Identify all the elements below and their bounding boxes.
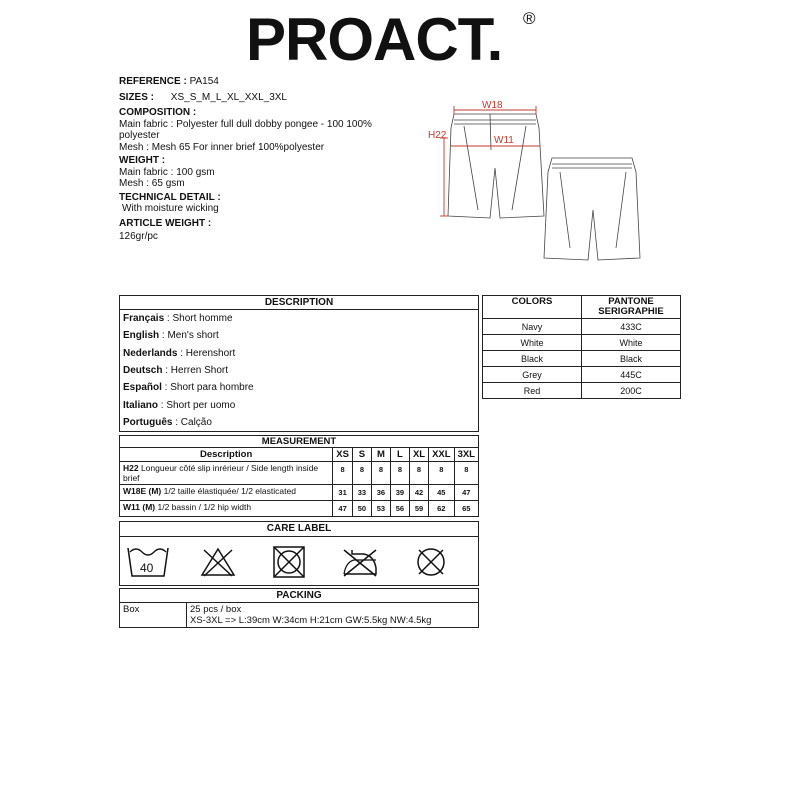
- description-text: : Short homme: [164, 313, 233, 325]
- description-text: : Calção: [172, 416, 212, 428]
- proact-logo: [240, 4, 540, 73]
- article-weight-label: ARTICLE WEIGHT :: [119, 217, 212, 229]
- color-row: [483, 351, 681, 367]
- packing-row: [120, 603, 479, 628]
- weight-line: Main fabric : 100 gsm: [119, 166, 215, 178]
- measure-value: 53: [371, 501, 390, 517]
- table-row: [120, 589, 479, 603]
- weight-label: WEIGHT :: [119, 155, 166, 166]
- sizes-value: XS_S_M_L_XL_XXL_3XL: [170, 91, 287, 103]
- logo-text: PROACT.: [246, 6, 503, 73]
- description-header: DESCRIPTION: [120, 296, 479, 310]
- wash-40-icon: [126, 542, 170, 580]
- back-shorts-drawing: [544, 158, 640, 260]
- front-shorts-drawing: [448, 114, 544, 218]
- color-name: Black: [483, 351, 582, 367]
- measure-value: 47: [333, 501, 353, 517]
- measure-value: 47: [454, 485, 478, 501]
- measure-code: W18E (M): [123, 486, 162, 496]
- size-col-header: XXL: [429, 448, 454, 462]
- language-label: Português: [123, 416, 173, 428]
- reference-value: PA154: [189, 76, 219, 87]
- table-cell: [120, 462, 333, 485]
- measure-value: 39: [390, 485, 409, 501]
- composition-line: Mesh : Mesh 65 For inner brief 100%polyester: [119, 141, 325, 153]
- measure-value: 65: [454, 501, 478, 517]
- measure-value: 33: [352, 485, 371, 501]
- measure-value: 50: [352, 501, 371, 517]
- table-cell: [120, 345, 479, 362]
- product-info: [119, 76, 439, 243]
- packing-type: Box: [120, 603, 187, 628]
- pantone-value: White: [582, 335, 681, 351]
- packing-table: [119, 588, 479, 628]
- measure-label: 1/2 bassin / 1/2 hip width: [155, 502, 252, 512]
- h22-label: H22: [428, 130, 447, 141]
- color-name: White: [483, 335, 582, 351]
- registered-mark: ®: [523, 9, 536, 28]
- description-text: : Men's short: [159, 330, 219, 342]
- measurement-table: [119, 435, 479, 517]
- measure-value: 36: [371, 485, 390, 501]
- no-tumble-dry-icon: [272, 545, 306, 579]
- description-row: [120, 310, 479, 328]
- no-dry-clean-icon: [414, 545, 448, 579]
- description-text: : Short per uomo: [158, 399, 236, 411]
- description-row: [120, 379, 479, 396]
- size-col-header: M: [371, 448, 390, 462]
- table-row: [483, 296, 681, 319]
- no-iron-icon: [340, 546, 380, 578]
- language-label: English: [123, 330, 160, 342]
- table-cell: [120, 379, 479, 396]
- color-name: Navy: [483, 319, 582, 335]
- measurement-row: [120, 462, 479, 485]
- table-cell: [120, 485, 333, 501]
- color-name: Grey: [483, 367, 582, 383]
- colors-table: [482, 295, 681, 399]
- measurement-header: MEASUREMENT: [120, 436, 479, 448]
- measurement-row: [120, 485, 479, 501]
- care-label-header: CARE LABEL: [120, 522, 478, 537]
- size-col-header: 3XL: [454, 448, 478, 462]
- table-cell: [120, 414, 479, 432]
- composition-label: COMPOSITION :: [119, 107, 197, 118]
- description-row: [120, 327, 479, 344]
- desc-col-header: Description: [120, 448, 333, 462]
- shorts-technical-drawing: [430, 98, 660, 263]
- description-row: [120, 362, 479, 379]
- description-table: [119, 295, 479, 432]
- table-cell: [120, 327, 479, 344]
- w18-label: W18: [482, 100, 503, 111]
- no-bleach-icon: [200, 546, 236, 578]
- description-text: : Herren Short: [162, 365, 229, 377]
- technical-label: TECHNICAL DETAIL :: [119, 191, 221, 203]
- article-weight-value: 126gr/pc: [119, 231, 158, 242]
- packing-line: XS-3XL => L:39cm W:34cm H:21cm GW:5.5kg NW:4.5kg: [190, 615, 432, 626]
- measure-value: 8: [352, 462, 371, 485]
- size-col-header: XS: [333, 448, 353, 462]
- composition-line: Main fabric : Polyester full dull dobby pongee - 100 100%: [119, 118, 372, 130]
- packing-line: 25 pcs / box: [190, 604, 242, 615]
- size-col-header: S: [352, 448, 371, 462]
- language-label: Italiano: [123, 399, 159, 411]
- table-row: [120, 436, 479, 448]
- language-label: Français: [123, 313, 165, 325]
- table-cell: [120, 396, 479, 413]
- measure-label: 1/2 taille élastiquée/ 1/2 elasticated: [161, 486, 296, 496]
- measure-value: 62: [429, 501, 454, 517]
- weight-line: Mesh : 65 gsm: [119, 178, 185, 189]
- description-text: : Short para hombre: [161, 382, 254, 394]
- packing-header: PACKING: [120, 589, 479, 603]
- table-cell: [187, 603, 479, 628]
- description-row: [120, 345, 479, 362]
- wash-temperature: 40: [140, 561, 154, 575]
- measure-value: 8: [454, 462, 478, 485]
- table-row: [120, 448, 479, 462]
- description-text: : Herenshort: [177, 347, 236, 359]
- color-row: [483, 383, 681, 399]
- description-row: [120, 396, 479, 413]
- measure-value: 8: [333, 462, 353, 485]
- measure-code: H22: [123, 463, 139, 473]
- language-label: Deutsch: [123, 365, 163, 377]
- color-name: Red: [483, 383, 582, 399]
- color-row: [483, 335, 681, 351]
- table-cell: [120, 501, 333, 517]
- pantone-value: 200C: [582, 383, 681, 399]
- description-row: [120, 414, 479, 432]
- technical-value: With moisture wicking: [122, 203, 219, 214]
- table-cell: [120, 310, 479, 328]
- size-col-header: XL: [409, 448, 428, 462]
- pantone-header: PANTONE SERIGRAPHIE: [582, 296, 681, 319]
- size-col-header: L: [390, 448, 409, 462]
- color-row: [483, 319, 681, 335]
- measure-label: Longueur côté slip inrérieur / Side length inside brief: [123, 463, 319, 483]
- colors-header: COLORS: [483, 296, 582, 319]
- measure-value: 42: [409, 485, 428, 501]
- measurement-row: [120, 501, 479, 517]
- color-row: [483, 367, 681, 383]
- sizes-label: SIZES :: [119, 91, 155, 103]
- reference-label: REFERENCE :: [119, 76, 187, 87]
- pantone-value: 445C: [582, 367, 681, 383]
- measure-value: 31: [333, 485, 353, 501]
- composition-line: polyester: [119, 130, 160, 141]
- measure-value: 45: [429, 485, 454, 501]
- measure-value: 8: [409, 462, 428, 485]
- table-row: [120, 296, 479, 310]
- measure-value: 8: [390, 462, 409, 485]
- measure-value: 8: [429, 462, 454, 485]
- language-label: Nederlands: [123, 347, 178, 359]
- pantone-value: 433C: [582, 319, 681, 335]
- table-cell: [120, 362, 479, 379]
- language-label: Español: [123, 382, 162, 394]
- w11-label: W11: [494, 135, 514, 146]
- measure-value: 59: [409, 501, 428, 517]
- measure-value: 56: [390, 501, 409, 517]
- measure-value: 8: [371, 462, 390, 485]
- pantone-value: Black: [582, 351, 681, 367]
- care-label-panel: [119, 521, 479, 586]
- measure-code: W11 (M): [123, 502, 156, 512]
